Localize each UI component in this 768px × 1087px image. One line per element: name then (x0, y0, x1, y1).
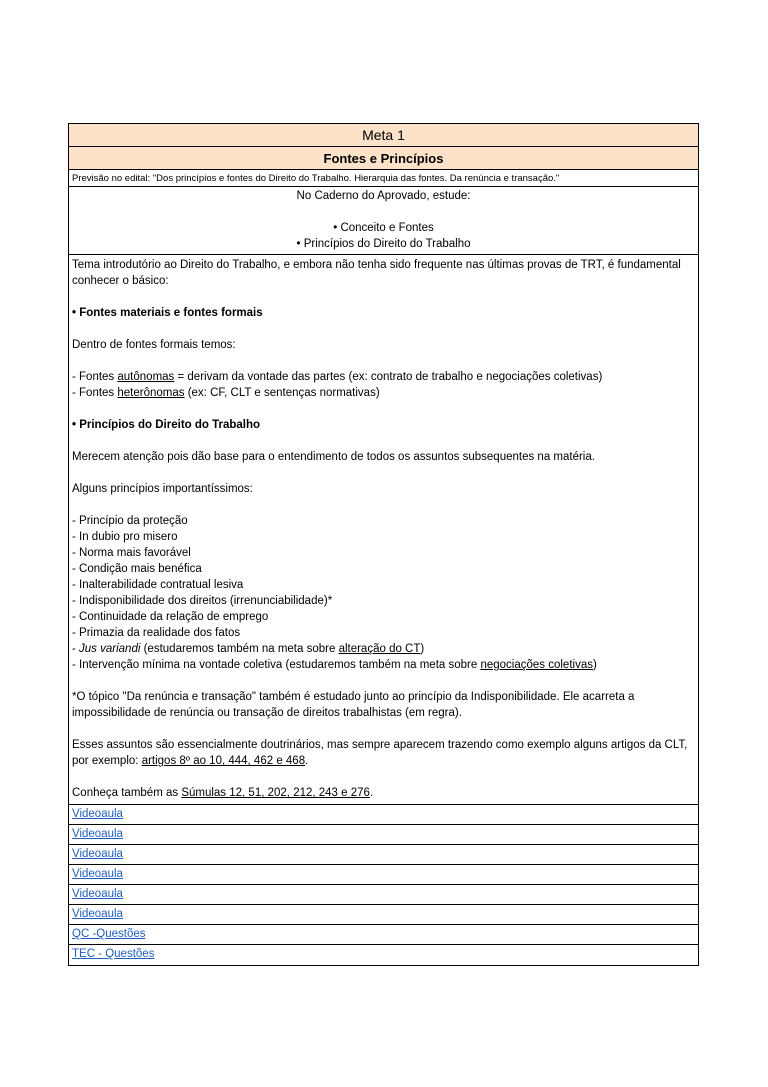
artigos-note: Esses assuntos são essencialmente doutrinários, mas sempre aparecem trazendo como exemplo alguns artigos da CLT, por exemplo: artigos 8º ao 10, 444, 462 e 468. (72, 739, 688, 767)
list-item: - Indisponibilidade dos direitos (irrenunciabilidade)* (72, 595, 333, 607)
videoaula-row (69, 805, 698, 825)
list-item: - Norma mais favorável (72, 547, 191, 559)
principios-note: Merecem atenção pois dão base para o entendimento de todos os assuntos subsequentes na matéria. (72, 451, 595, 463)
intro-paragraph: Tema introdutório ao Direito do Trabalho, e embora não tenha sido frequente nas últimas provas de TRT, é fundamental conhecer o básico: (72, 259, 681, 287)
fontes-formais-intro: Dentro de fontes formais temos: (72, 339, 236, 351)
caderno-item: • Princípios do Direito do Trabalho (296, 238, 471, 250)
principios-intro: Alguns princípios importantíssimos: (72, 483, 253, 495)
list-item-jus-variandi: - Jus variandi (estudaremos também na meta sobre alteração do CT) (72, 643, 425, 655)
videoaula-link[interactable]: Videoaula (72, 808, 123, 820)
caderno-section (69, 187, 698, 255)
fonte-heteronoma: - Fontes heterônomas (ex: CF, CLT e sentenças normativas) (72, 387, 380, 399)
videoaula-row (69, 905, 698, 925)
list-item: - Inalterabilidade contratual lesiva (72, 579, 244, 591)
meta-header: Meta 1 (69, 124, 698, 147)
section-heading-principios: • Princípios do Direito do Trabalho (72, 419, 261, 431)
videoaula-link[interactable]: Videoaula (72, 848, 123, 860)
videoaula-link[interactable]: Videoaula (72, 888, 123, 900)
videoaula-link[interactable]: Videoaula (72, 828, 123, 840)
videoaula-link[interactable]: Videoaula (72, 908, 123, 920)
section-heading-fontes: • Fontes materiais e fontes formais (72, 307, 263, 319)
topic-title: Fontes e Princípios (69, 147, 698, 170)
renuncia-note: *O tópico "Da renúncia e transação" também é estudado junto ao princípio da Indisponibilidade. Ele acarreta a impossibilidade de renúncia ou transação de direitos trabalhistas (em regra). (72, 691, 635, 719)
list-item: - Continuidade da relação de emprego (72, 611, 269, 623)
caderno-item: • Conceito e Fontes (333, 222, 434, 234)
content-body (69, 255, 698, 805)
qc-questoes-link[interactable]: QC -Questões (72, 928, 146, 940)
videoaula-row (69, 885, 698, 905)
videoaula-row (69, 865, 698, 885)
sumulas-note: Conheça também as Súmulas 12, 51, 202, 212, 243 e 276. (72, 787, 374, 799)
list-item-intervencao: - Intervenção mínima na vontade coletiva (estudaremos também na meta sobre negociações coletivas) (72, 659, 597, 671)
tec-questoes-row (69, 945, 698, 965)
videoaula-row (69, 825, 698, 845)
list-item: - Princípio da proteção (72, 515, 188, 527)
edital-note: Previsão no edital: "Dos princípios e fontes do Direito do Trabalho. Hierarquia das fontes. Da renúncia e transação." (69, 170, 698, 187)
study-plan-table (68, 123, 699, 966)
fonte-autonoma: - Fontes autônomas = derivam da vontade das partes (ex: contrato de trabalho e negociações coletivas) (72, 371, 603, 383)
list-item: - In dubio pro misero (72, 531, 178, 543)
tec-questoes-link[interactable]: TEC - Questões (72, 948, 155, 960)
list-item: - Condição mais benéfica (72, 563, 202, 575)
qc-questoes-row (69, 925, 698, 945)
videoaula-row (69, 845, 698, 865)
caderno-intro: No Caderno do Aprovado, estude: (296, 190, 471, 202)
videoaula-link[interactable]: Videoaula (72, 868, 123, 880)
list-item: - Primazia da realidade dos fatos (72, 627, 241, 639)
